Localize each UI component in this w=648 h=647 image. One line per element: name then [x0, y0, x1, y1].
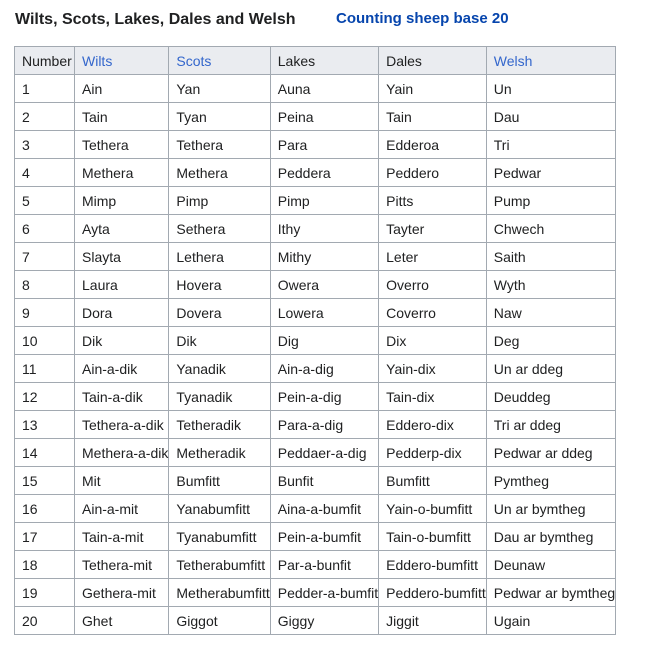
- cell-welsh: Tri ar ddeg: [486, 411, 615, 439]
- cell-lakes: Pein-a-bumfit: [270, 523, 378, 551]
- cell-wilts: Methera-a-dik: [75, 439, 169, 467]
- cell-scots: Bumfitt: [169, 467, 270, 495]
- cell-welsh: Pedwar: [486, 159, 615, 187]
- counting-table: [14, 46, 616, 635]
- cell-number: 3: [15, 131, 75, 159]
- cell-lakes: Para: [270, 131, 378, 159]
- header-dales: Dales: [379, 47, 487, 75]
- cell-scots: Yanadik: [169, 355, 270, 383]
- cell-number: 19: [15, 579, 75, 607]
- cell-dales: Leter: [379, 243, 487, 271]
- table-row: [15, 467, 616, 495]
- cell-number: 2: [15, 103, 75, 131]
- cell-dales: Tain-dix: [379, 383, 487, 411]
- cell-number: 8: [15, 271, 75, 299]
- cell-welsh: Dau ar bymtheg: [486, 523, 615, 551]
- subtitle-link[interactable]: Counting sheep base 20: [336, 10, 509, 27]
- cell-scots: Hovera: [169, 271, 270, 299]
- cell-scots: Sethera: [169, 215, 270, 243]
- cell-number: 1: [15, 75, 75, 103]
- cell-wilts: Mimp: [75, 187, 169, 215]
- cell-lakes: Dig: [270, 327, 378, 355]
- cell-lakes: Peddera: [270, 159, 378, 187]
- cell-wilts: Methera: [75, 159, 169, 187]
- header-scots[interactable]: Scots: [169, 47, 270, 75]
- cell-lakes: Aina-a-bumfit: [270, 495, 378, 523]
- table-row: [15, 131, 616, 159]
- cell-scots: Yan: [169, 75, 270, 103]
- cell-number: 17: [15, 523, 75, 551]
- cell-welsh: Un ar bymtheg: [486, 495, 615, 523]
- cell-lakes: Ithy: [270, 215, 378, 243]
- table-row: [15, 187, 616, 215]
- cell-welsh: Un ar ddeg: [486, 355, 615, 383]
- table-row: [15, 159, 616, 187]
- cell-scots: Tethera: [169, 131, 270, 159]
- cell-dales: Eddero-bumfitt: [379, 551, 487, 579]
- cell-lakes: Peddaer-a-dig: [270, 439, 378, 467]
- cell-dales: Tain: [379, 103, 487, 131]
- cell-wilts: Tain-a-mit: [75, 523, 169, 551]
- cell-scots: Dovera: [169, 299, 270, 327]
- header-number: Number: [15, 47, 75, 75]
- cell-scots: Tyan: [169, 103, 270, 131]
- cell-welsh: Ugain: [486, 607, 615, 635]
- table-row: [15, 75, 616, 103]
- cell-number: 9: [15, 299, 75, 327]
- cell-dales: Yain-o-bumfitt: [379, 495, 487, 523]
- cell-dales: Pedderp-dix: [379, 439, 487, 467]
- cell-welsh: Deg: [486, 327, 615, 355]
- cell-wilts: Tethera-a-dik: [75, 411, 169, 439]
- cell-wilts: Mit: [75, 467, 169, 495]
- cell-dales: Bumfitt: [379, 467, 487, 495]
- cell-wilts: Dik: [75, 327, 169, 355]
- cell-number: 7: [15, 243, 75, 271]
- cell-dales: Yain: [379, 75, 487, 103]
- header-row: [15, 47, 616, 75]
- cell-lakes: Peina: [270, 103, 378, 131]
- cell-welsh: Dau: [486, 103, 615, 131]
- cell-welsh: Deuddeg: [486, 383, 615, 411]
- cell-scots: Metherabumfitt: [169, 579, 270, 607]
- cell-scots: Methera: [169, 159, 270, 187]
- cell-dales: Pitts: [379, 187, 487, 215]
- cell-welsh: Saith: [486, 243, 615, 271]
- cell-welsh: Deunaw: [486, 551, 615, 579]
- table-row: [15, 411, 616, 439]
- cell-number: 5: [15, 187, 75, 215]
- table-row: [15, 579, 616, 607]
- table-row: [15, 355, 616, 383]
- cell-lakes: Auna: [270, 75, 378, 103]
- cell-number: 10: [15, 327, 75, 355]
- table-row: [15, 383, 616, 411]
- cell-wilts: Tain: [75, 103, 169, 131]
- cell-wilts: Ain-a-dik: [75, 355, 169, 383]
- cell-lakes: Giggy: [270, 607, 378, 635]
- header-lakes: Lakes: [270, 47, 378, 75]
- cell-wilts: Dora: [75, 299, 169, 327]
- cell-wilts: Slayta: [75, 243, 169, 271]
- cell-dales: Dix: [379, 327, 487, 355]
- cell-number: 11: [15, 355, 75, 383]
- table-row: [15, 299, 616, 327]
- header-wilts[interactable]: Wilts: [75, 47, 169, 75]
- cell-scots: Lethera: [169, 243, 270, 271]
- table-row: [15, 495, 616, 523]
- cell-number: 15: [15, 467, 75, 495]
- cell-wilts: Ayta: [75, 215, 169, 243]
- cell-welsh: Tri: [486, 131, 615, 159]
- cell-welsh: Chwech: [486, 215, 615, 243]
- cell-welsh: Pymtheg: [486, 467, 615, 495]
- cell-wilts: Tethera-mit: [75, 551, 169, 579]
- cell-wilts: Ain: [75, 75, 169, 103]
- cell-scots: Tetherabumfitt: [169, 551, 270, 579]
- cell-lakes: Ain-a-dig: [270, 355, 378, 383]
- cell-dales: Peddero: [379, 159, 487, 187]
- cell-dales: Jiggit: [379, 607, 487, 635]
- cell-lakes: Lowera: [270, 299, 378, 327]
- cell-welsh: Un: [486, 75, 615, 103]
- cell-number: 14: [15, 439, 75, 467]
- cell-dales: Coverro: [379, 299, 487, 327]
- table-row: [15, 439, 616, 467]
- cell-wilts: Ghet: [75, 607, 169, 635]
- cell-welsh: Pedwar ar ddeg: [486, 439, 615, 467]
- table-row: [15, 327, 616, 355]
- cell-wilts: Tain-a-dik: [75, 383, 169, 411]
- cell-lakes: Bunfit: [270, 467, 378, 495]
- cell-number: 12: [15, 383, 75, 411]
- cell-scots: Yanabumfitt: [169, 495, 270, 523]
- table-row: [15, 551, 616, 579]
- cell-dales: Yain-dix: [379, 355, 487, 383]
- cell-wilts: Laura: [75, 271, 169, 299]
- cell-welsh: Pump: [486, 187, 615, 215]
- table-body: [15, 75, 616, 635]
- table-row: [15, 215, 616, 243]
- cell-welsh: Wyth: [486, 271, 615, 299]
- cell-dales: Tayter: [379, 215, 487, 243]
- cell-dales: Overro: [379, 271, 487, 299]
- cell-lakes: Owera: [270, 271, 378, 299]
- cell-number: 16: [15, 495, 75, 523]
- cell-scots: Tyanadik: [169, 383, 270, 411]
- cell-dales: Tain-o-bumfitt: [379, 523, 487, 551]
- cell-lakes: Para-a-dig: [270, 411, 378, 439]
- cell-scots: Dik: [169, 327, 270, 355]
- cell-lakes: Par-a-bunfit: [270, 551, 378, 579]
- cell-dales: Edderoa: [379, 131, 487, 159]
- cell-number: 20: [15, 607, 75, 635]
- cell-wilts: Gethera-mit: [75, 579, 169, 607]
- cell-number: 4: [15, 159, 75, 187]
- table-row: [15, 103, 616, 131]
- cell-lakes: Pimp: [270, 187, 378, 215]
- cell-number: 13: [15, 411, 75, 439]
- cell-lakes: Pedder-a-bumfit: [270, 579, 378, 607]
- cell-number: 6: [15, 215, 75, 243]
- cell-lakes: Pein-a-dig: [270, 383, 378, 411]
- cell-number: 18: [15, 551, 75, 579]
- cell-scots: Tetheradik: [169, 411, 270, 439]
- cell-scots: Metheradik: [169, 439, 270, 467]
- table-row: [15, 607, 616, 635]
- cell-lakes: Mithy: [270, 243, 378, 271]
- table-row: [15, 243, 616, 271]
- header-welsh[interactable]: Welsh: [486, 47, 615, 75]
- cell-wilts: Ain-a-mit: [75, 495, 169, 523]
- cell-scots: Pimp: [169, 187, 270, 215]
- cell-welsh: Naw: [486, 299, 615, 327]
- cell-wilts: Tethera: [75, 131, 169, 159]
- cell-dales: Peddero-bumfitt: [379, 579, 487, 607]
- table-row: [15, 523, 616, 551]
- cell-scots: Tyanabumfitt: [169, 523, 270, 551]
- table-row: [15, 271, 616, 299]
- cell-welsh: Pedwar ar bymtheg: [486, 579, 615, 607]
- cell-scots: Giggot: [169, 607, 270, 635]
- cell-dales: Eddero-dix: [379, 411, 487, 439]
- page-title: Wilts, Scots, Lakes, Dales and Welsh: [15, 11, 296, 28]
